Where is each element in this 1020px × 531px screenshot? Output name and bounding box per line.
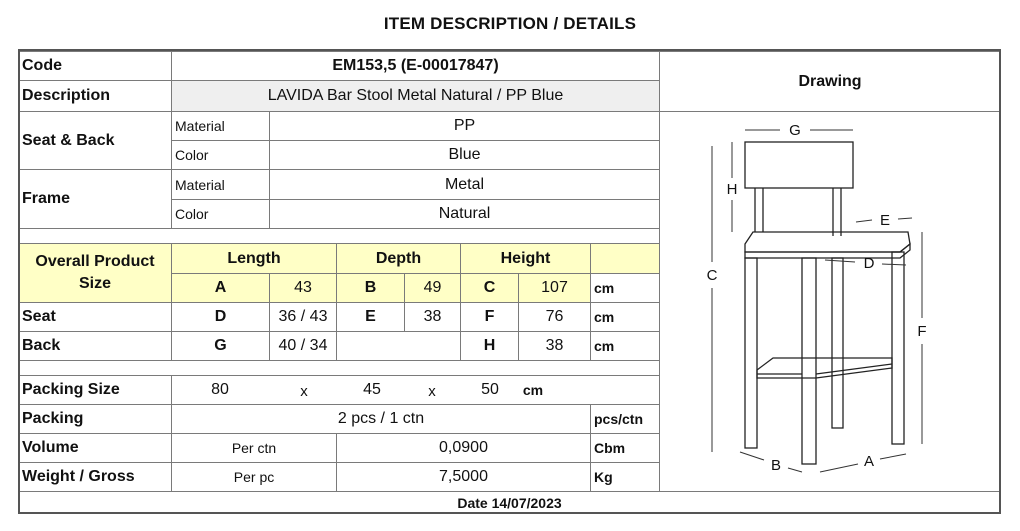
drawing-label-c: C bbox=[706, 267, 718, 284]
volume-per: Per ctn bbox=[171, 433, 337, 463]
code-value: EM153,5 (E-00017847) bbox=[171, 51, 660, 81]
seat-unit: cm bbox=[590, 302, 660, 332]
packing-height: 50 bbox=[481, 381, 499, 398]
spacer-row bbox=[18, 228, 660, 244]
seat-back-label: Seat & Back bbox=[18, 111, 172, 170]
back-blank bbox=[336, 331, 461, 361]
seat-back-color: Blue bbox=[269, 140, 660, 170]
dim-f-value: 76 bbox=[518, 302, 591, 332]
length-header: Length bbox=[171, 243, 337, 274]
back-label: Back bbox=[18, 331, 172, 361]
frame-color-label: Color bbox=[171, 199, 270, 229]
dim-a-letter: A bbox=[171, 273, 270, 303]
packing-x2: x bbox=[428, 382, 436, 400]
weight-unit: Kg bbox=[590, 462, 660, 492]
seat-back-color-label: Color bbox=[171, 140, 270, 170]
packing-size-unit: cm bbox=[522, 382, 544, 398]
date-footer: Date 14/07/2023 bbox=[18, 491, 1001, 514]
weight-value: 7,5000 bbox=[336, 462, 591, 492]
drawing-header: Drawing bbox=[659, 51, 1001, 112]
dim-e-value: 38 bbox=[404, 302, 461, 332]
overall-unit: cm bbox=[590, 273, 660, 303]
packing-label: Packing bbox=[18, 404, 172, 434]
depth-header: Depth bbox=[336, 243, 461, 274]
page-title: ITEM DESCRIPTION / DETAILS bbox=[383, 14, 637, 33]
dim-h-letter: H bbox=[460, 331, 519, 361]
dim-d-letter: D bbox=[171, 302, 270, 332]
dim-c-value: 107 bbox=[518, 273, 591, 303]
frame-label: Frame bbox=[18, 169, 172, 229]
packing-length: 80 bbox=[211, 381, 229, 398]
drawing-label-a: A bbox=[863, 453, 875, 470]
drawing-label-b: B bbox=[770, 457, 782, 474]
volume-unit: Cbm bbox=[590, 433, 660, 463]
dim-g-letter: G bbox=[171, 331, 270, 361]
dim-e-letter: E bbox=[336, 302, 405, 332]
drawing-label-g: G bbox=[789, 122, 801, 139]
dim-g-value: 40 / 34 bbox=[269, 331, 337, 361]
frame-color: Natural bbox=[269, 199, 660, 229]
volume-value: 0,0900 bbox=[336, 433, 591, 463]
weight-label: Weight / Gross bbox=[18, 462, 172, 492]
dim-b-value: 49 bbox=[404, 273, 461, 303]
bar-stool-drawing bbox=[660, 112, 1000, 488]
seat-back-material: PP bbox=[269, 111, 660, 141]
description-label: Description bbox=[18, 80, 172, 112]
dim-d-value: 36 / 43 bbox=[269, 302, 337, 332]
packing-size-label: Packing Size bbox=[18, 375, 172, 405]
seat-label: Seat bbox=[18, 302, 172, 332]
drawing-label-f: F bbox=[917, 323, 927, 340]
packing-size-strip bbox=[171, 375, 660, 405]
packing-x1: x bbox=[300, 382, 308, 400]
drawing-label-e: E bbox=[879, 212, 891, 229]
packing-unit: pcs/ctn bbox=[590, 404, 660, 434]
height-header: Height bbox=[460, 243, 591, 274]
packing-value: 2 pcs / 1 ctn bbox=[171, 404, 591, 434]
back-unit: cm bbox=[590, 331, 660, 361]
spacer-row bbox=[18, 360, 660, 376]
dim-a-value: 43 bbox=[269, 273, 337, 303]
volume-label: Volume bbox=[18, 433, 172, 463]
dim-b-letter: B bbox=[336, 273, 405, 303]
drawing-label-h: H bbox=[726, 181, 738, 198]
description-value: LAVIDA Bar Stool Metal Natural / PP Blue bbox=[171, 80, 660, 112]
dim-f-letter: F bbox=[460, 302, 519, 332]
packing-width: 45 bbox=[363, 381, 381, 398]
frame-material-label: Material bbox=[171, 169, 270, 200]
dim-h-value: 38 bbox=[518, 331, 591, 361]
drawing-label-d: D bbox=[863, 255, 875, 272]
code-label: Code bbox=[18, 51, 172, 81]
frame-material: Metal bbox=[269, 169, 660, 200]
weight-per: Per pc bbox=[171, 462, 337, 492]
overall-size-label: Overall Product Size bbox=[18, 243, 172, 303]
seat-back-material-label: Material bbox=[171, 111, 270, 141]
header-blank bbox=[590, 243, 660, 274]
dim-c-letter: C bbox=[460, 273, 519, 303]
